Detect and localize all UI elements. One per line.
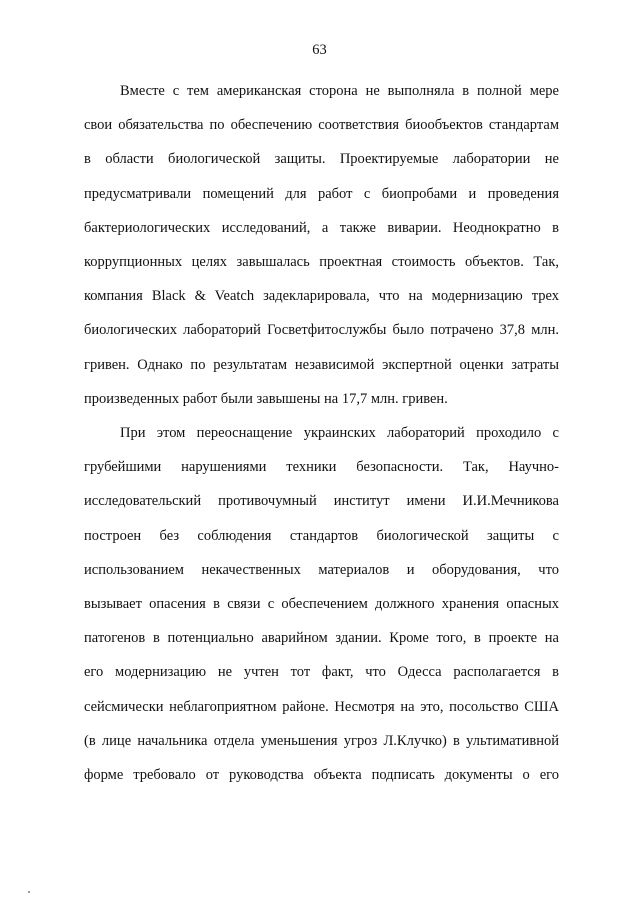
text-line: вызывает опасения в связи с обеспечением должного хранения опасных: [84, 596, 559, 613]
text-line: использованием некачественных материалов и оборудования, что: [84, 561, 559, 578]
text-line: биологических лабораторий Госветфитослужбы было потрачено 37,8 млн.: [84, 322, 559, 339]
text-line: исследовательский противочумный институт имени И.И.Мечникова: [84, 493, 559, 510]
text-line: (в лице начальника отдела уменьшения угроз Л.Клучко) в ультимативной: [84, 732, 559, 749]
text-line: предусматривали помещений для работ с биопробами и проведения: [84, 185, 559, 202]
text-line: свои обязательства по обеспечению соответствия биообъектов стандартам: [84, 117, 559, 134]
text-line: его модернизацию не учтен тот факт, что Одесса располагается в: [84, 664, 559, 681]
text-line: При этом переоснащение украинских лабораторий проходило с: [120, 425, 559, 441]
text-line: коррупционных целях завышалась проектная стоимость объектов. Так,: [84, 254, 559, 271]
text-line: произведенных работ были завышены на 17,7 млн. гривен.: [84, 390, 448, 407]
text-line: грубейшими нарушениями техники безопасности. Так, Научно-: [84, 459, 559, 476]
text-line: компания Black & Veatch задекларировала, что на модернизацию трех: [84, 288, 559, 305]
scan-speck: [28, 891, 30, 893]
text-line: Вместе с тем американская сторона не выполняла в полной мере: [120, 83, 559, 99]
text-line: в области биологической защиты. Проектируемые лаборатории не: [84, 151, 559, 168]
text-line: бактериологических исследований, а также виварии. Неоднократно в: [84, 219, 559, 236]
text-line: патогенов в потенциально аварийном здании. Кроме того, в проекте на: [84, 630, 559, 647]
paragraph-1: [84, 74, 559, 416]
text-line: сейсмически неблагоприятном районе. Несмотря на это, посольство США: [84, 698, 559, 715]
text-line: форме требовало от руководства объекта подписать документы о его: [84, 767, 559, 784]
text-line: гривен. Однако по результатам независимой экспертной оценки затраты: [84, 356, 559, 373]
page-number: 63: [312, 42, 327, 58]
text-line: построен без соблюдения стандартов биологической защиты с: [84, 527, 559, 544]
paragraph-2: [84, 416, 559, 792]
